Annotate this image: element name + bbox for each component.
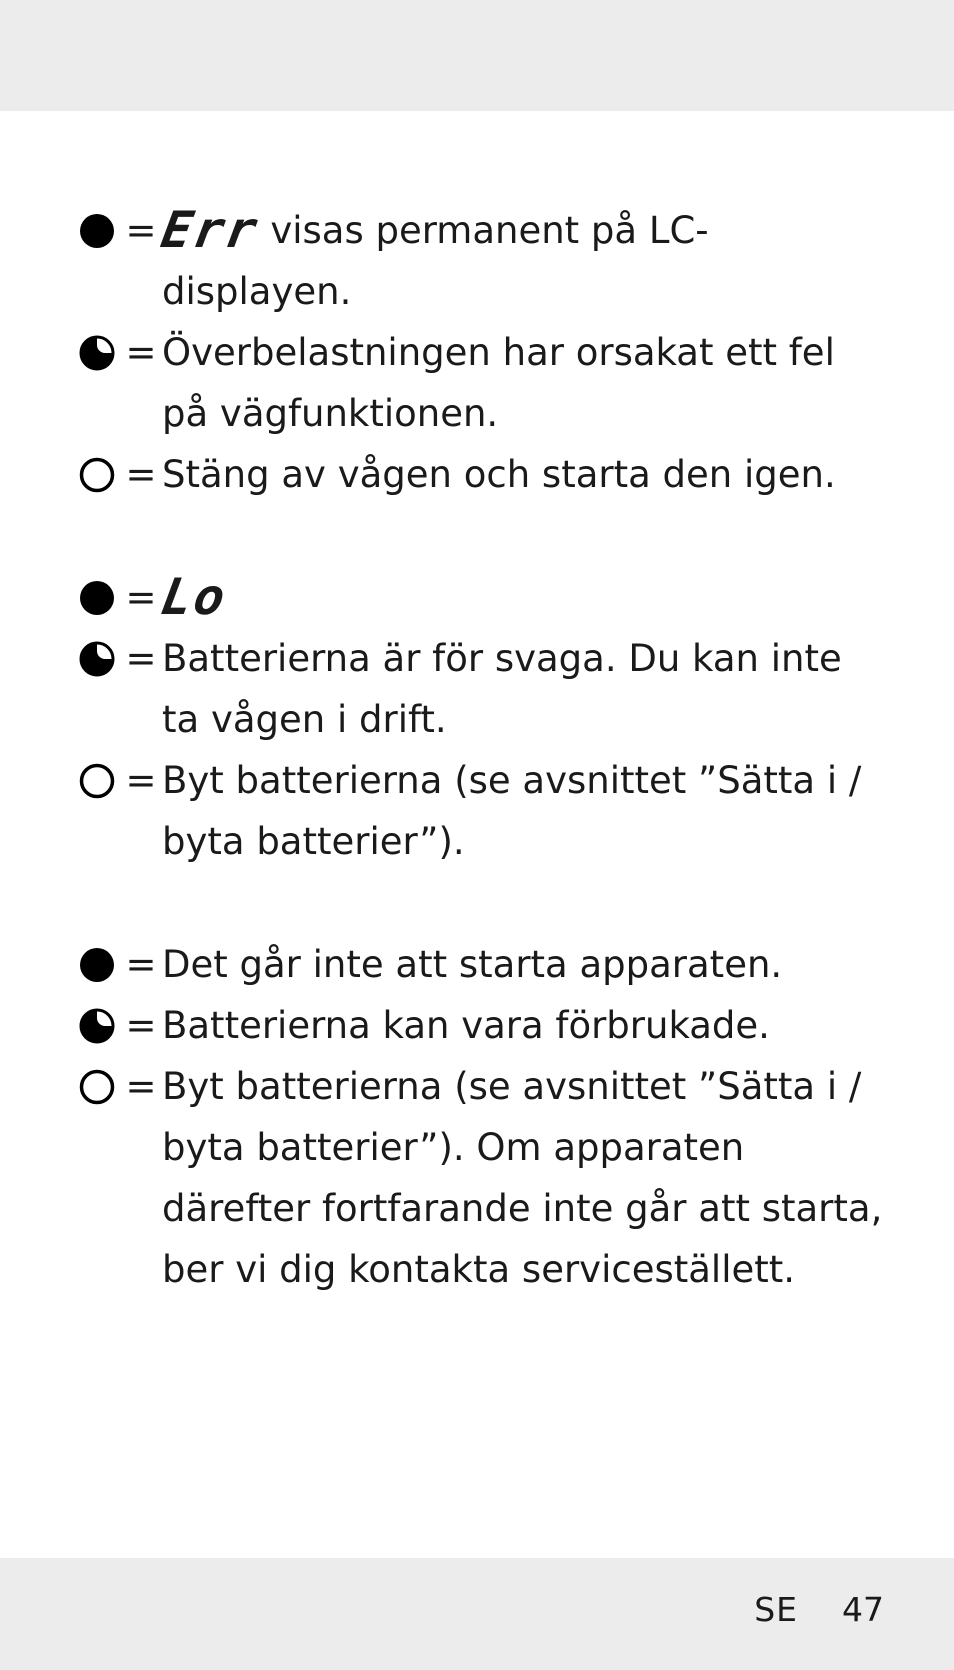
list-item (78, 322, 888, 444)
list-item (78, 750, 888, 872)
item-text (156, 200, 888, 322)
section-no-start (78, 934, 888, 1300)
page-number: 47 (842, 1590, 884, 1629)
open-circle-icon (78, 750, 120, 811)
item-description: Byt batterierna (se avsnittet ”Sätta i / byta batterier”). Om apparaten därefter fortfarande inte går att starta, ber vi dig kontakta serviceställett. (162, 1065, 883, 1291)
partial-circle-icon (78, 322, 120, 383)
equals-sign: = (125, 637, 157, 680)
lcd-code: Err (156, 201, 264, 259)
list-item (78, 934, 888, 995)
equals-sign: = (125, 1004, 157, 1047)
partial-circle-icon (78, 995, 120, 1056)
page-footer-band (0, 1558, 954, 1670)
list-item (78, 995, 888, 1056)
solid-circle-icon (78, 200, 120, 261)
section-err (78, 200, 888, 505)
equals-sign: = (125, 576, 157, 619)
open-circle-icon (78, 444, 120, 505)
equals-sign: = (125, 453, 157, 496)
section-lo (78, 567, 888, 872)
page-header-band (0, 0, 954, 111)
solid-circle-icon (78, 934, 120, 995)
equals-sign: = (125, 759, 157, 802)
list-item (78, 200, 888, 322)
footer-language-code: SE (754, 1590, 798, 1629)
equals-sign: = (125, 331, 157, 374)
item-description: Byt batterierna (se avsnittet ”Sätta i / byta batterier”). (162, 759, 862, 863)
list-item (78, 628, 888, 750)
solid-circle-icon (78, 567, 120, 628)
item-text (156, 567, 888, 628)
list-item (78, 567, 888, 628)
equals-sign: = (125, 943, 157, 986)
item-description: Det går inte att starta apparaten. (162, 943, 783, 986)
item-description: Batterierna kan vara förbrukade. (162, 1004, 770, 1047)
lcd-code: Lo (156, 568, 232, 626)
item-description: Stäng av vågen och starta den igen. (162, 453, 836, 496)
item-description: Batterierna är för svaga. Du kan inte ta vågen i drift. (162, 637, 842, 741)
item-description: visas permanent på LC-displayen. (162, 209, 709, 313)
list-item (78, 1056, 888, 1300)
equals-sign: = (125, 209, 157, 252)
equals-sign: = (125, 1065, 157, 1108)
partial-circle-icon (78, 628, 120, 689)
open-circle-icon (78, 1056, 120, 1117)
troubleshooting-list (78, 200, 888, 1362)
item-description: Överbelastningen har orsakat ett fel på vägfunktionen. (162, 331, 835, 435)
list-item (78, 444, 888, 505)
